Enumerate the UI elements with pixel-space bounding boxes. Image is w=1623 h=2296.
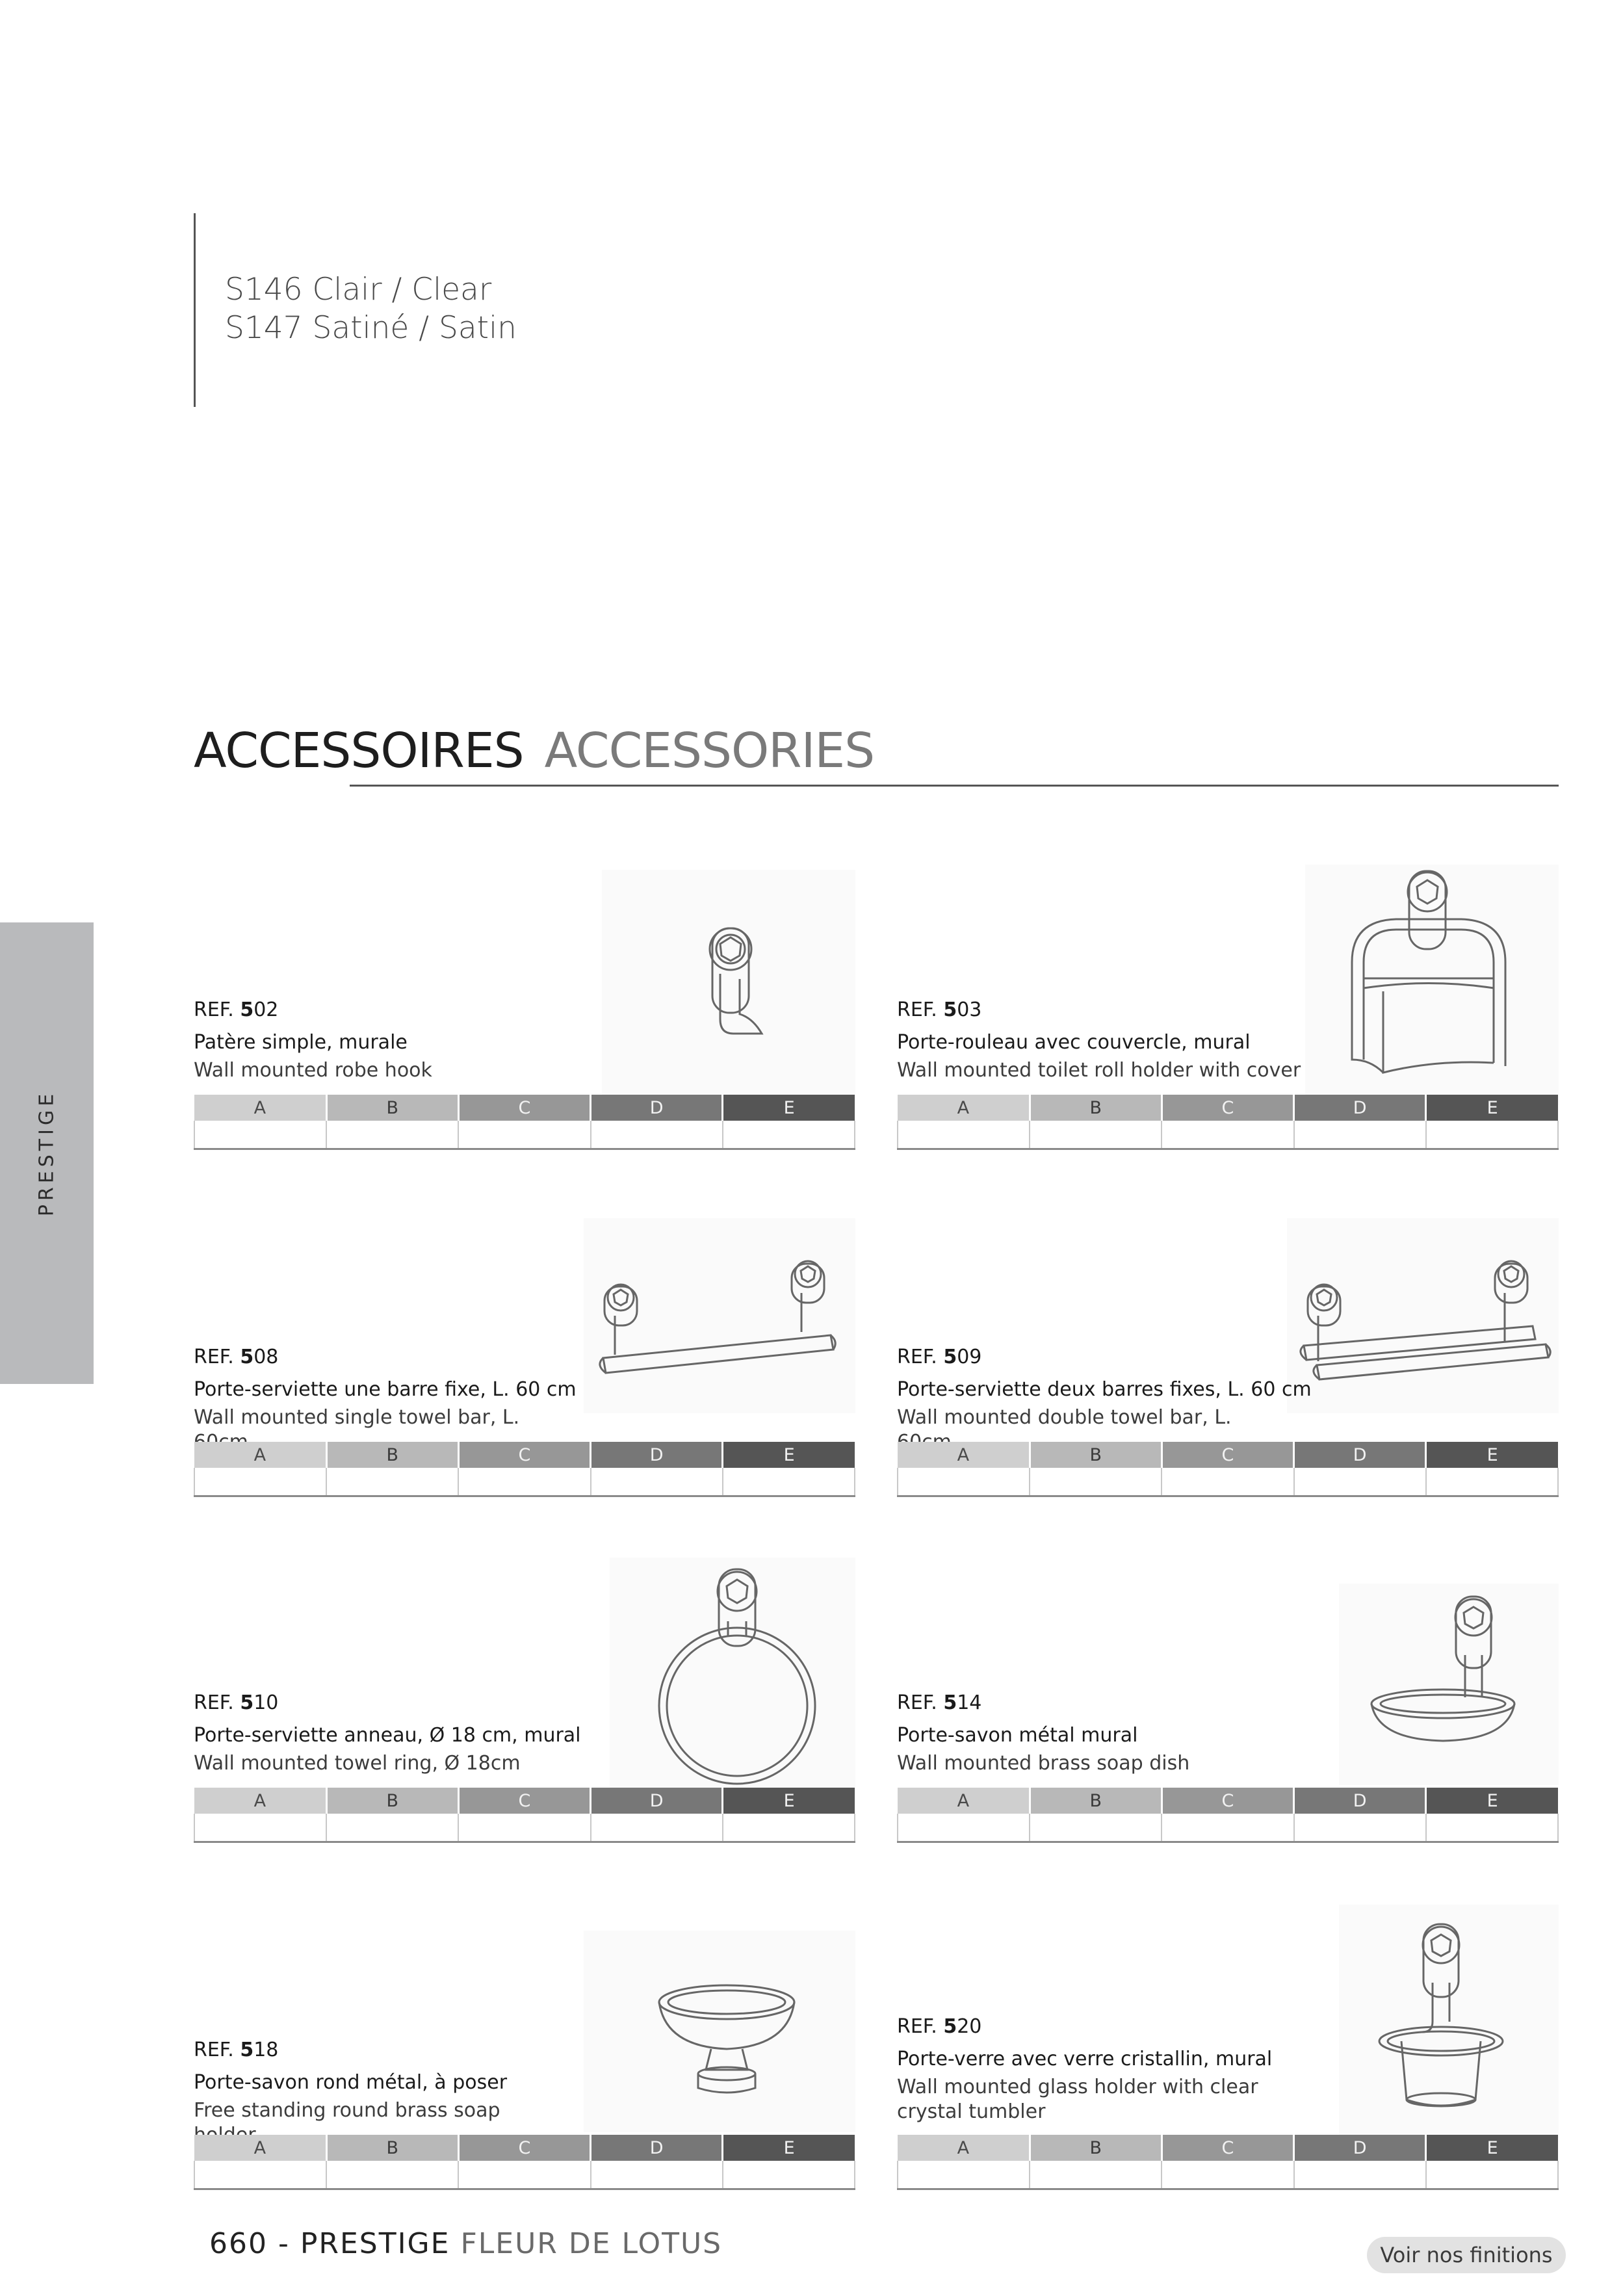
product-name-fr: Patère simple, murale — [194, 1031, 408, 1054]
finish-col-a: A — [194, 2135, 326, 2161]
finish-cell — [1030, 1468, 1162, 1496]
page-number: 660 - — [209, 2227, 290, 2260]
finish-cell — [723, 1121, 855, 1149]
product-ref: REF. 508 — [194, 1346, 279, 1368]
finish-col-a: A — [194, 1095, 326, 1121]
finish-table — [194, 1442, 855, 1497]
finish-col-a: A — [898, 1788, 1030, 1814]
finish-cell — [591, 2161, 723, 2189]
standing-soap-holder-icon — [584, 1931, 855, 2132]
finish-col-d: D — [591, 1442, 723, 1468]
single-towel-bar-icon — [584, 1218, 855, 1413]
product-ref: REF. 514 — [897, 1691, 982, 1714]
finish-table — [897, 1788, 1559, 1843]
variant-satin: S147 Satiné / Satin — [225, 310, 517, 346]
towel-ring-icon — [610, 1558, 855, 1795]
side-tab-label: PRESTIGE — [35, 1089, 58, 1217]
finish-cell — [898, 1814, 1030, 1842]
product-name-fr: Porte-serviette une barre fixe, L. 60 cm — [194, 1378, 577, 1401]
finish-cell — [1294, 1121, 1426, 1149]
finish-col-a: A — [898, 1095, 1030, 1121]
finish-cell — [591, 1468, 723, 1496]
product-name-fr: Porte-serviette deux barres fixes, L. 60 cm — [897, 1378, 1312, 1401]
product-ref: REF. 502 — [194, 998, 279, 1021]
finish-col-d: D — [1294, 1442, 1426, 1468]
product-card-510 — [194, 1558, 855, 1857]
product-ref: REF. 520 — [897, 2015, 982, 2038]
finish-cell — [1294, 1814, 1426, 1842]
product-name-fr: Porte-serviette anneau, Ø 18 cm, mural — [194, 1724, 581, 1747]
finish-table — [897, 2135, 1559, 2190]
finish-cell — [1162, 2161, 1293, 2189]
finish-cell — [1426, 2161, 1558, 2189]
finish-col-b: B — [326, 1788, 458, 1814]
finish-col-b: B — [1030, 1095, 1162, 1121]
finish-cell — [458, 1121, 590, 1149]
finish-col-e: E — [1426, 2135, 1558, 2161]
product-name-fr: Porte-savon rond métal, à poser — [194, 2071, 508, 2094]
finish-col-c: C — [458, 2135, 590, 2161]
finish-col-c: C — [1162, 1442, 1293, 1468]
view-finishes-button[interactable]: Voir nos finitions — [1367, 2237, 1566, 2273]
finish-cell — [458, 1814, 590, 1842]
finish-col-d: D — [1294, 2135, 1426, 2161]
finish-cell — [1294, 2161, 1426, 2189]
finish-col-c: C — [458, 1095, 590, 1121]
product-name-en: Wall mounted toilet roll holder with cover — [897, 1059, 1301, 1082]
finish-cell — [1030, 1121, 1162, 1149]
finish-cell — [898, 1121, 1030, 1149]
finish-col-c: C — [1162, 1788, 1293, 1814]
finish-cell — [898, 2161, 1030, 2189]
product-name-en: Wall mounted robe hook — [194, 1059, 432, 1082]
finish-col-b: B — [1030, 1442, 1162, 1468]
finish-cell — [1030, 2161, 1162, 2189]
product-card-520 — [897, 1905, 1559, 2204]
finish-cell — [591, 1814, 723, 1842]
finish-col-c: C — [1162, 1095, 1293, 1121]
toilet-roll-holder-icon — [1305, 865, 1559, 1105]
finish-col-b: B — [326, 2135, 458, 2161]
product-name-fr: Porte-verre avec verre cristallin, mural — [897, 2048, 1273, 2070]
finish-col-a: A — [194, 1788, 326, 1814]
finish-cell — [723, 1814, 855, 1842]
finish-cell — [723, 2161, 855, 2189]
finish-cell — [326, 1468, 458, 1496]
title-underline — [350, 785, 1559, 787]
section-title-en: ACCESSORIES — [544, 723, 875, 779]
finish-col-a: A — [898, 1442, 1030, 1468]
finish-col-d: D — [591, 1788, 723, 1814]
finish-cell — [591, 1121, 723, 1149]
product-ref: REF. 503 — [897, 998, 982, 1021]
finish-col-e: E — [723, 1442, 855, 1468]
finish-col-d: D — [1294, 1095, 1426, 1121]
product-ref: REF. 509 — [897, 1346, 982, 1368]
section-title-fr: ACCESSOIRES — [194, 723, 524, 779]
finish-cell — [326, 2161, 458, 2189]
section-title — [194, 723, 874, 779]
product-card-503 — [897, 865, 1559, 1164]
finish-cell — [326, 1121, 458, 1149]
finish-cell — [458, 2161, 590, 2189]
finish-col-e: E — [723, 1095, 855, 1121]
footer-brand: PRESTIGE — [300, 2227, 450, 2260]
product-card-509 — [897, 1212, 1559, 1511]
product-name-en: Free standing round brass soap — [194, 2099, 500, 2122]
product-card-514 — [897, 1558, 1559, 1857]
glass-holder-icon — [1339, 1905, 1559, 2139]
product-name-en: Wall mounted single towel bar, L. — [194, 1406, 520, 1429]
finish-col-e: E — [1426, 1095, 1558, 1121]
finish-cell — [1294, 1468, 1426, 1496]
finish-cell — [1162, 1121, 1293, 1149]
finish-col-c: C — [458, 1442, 590, 1468]
finish-col-e: E — [1426, 1788, 1558, 1814]
finish-col-b: B — [1030, 2135, 1162, 2161]
finish-cell — [458, 1468, 590, 1496]
finish-table — [897, 1442, 1559, 1497]
product-name-en: Wall mounted towel ring, Ø 18cm — [194, 1752, 521, 1775]
finish-col-d: D — [591, 1095, 723, 1121]
finish-cell — [326, 1814, 458, 1842]
finish-table — [194, 1095, 855, 1150]
finish-col-b: B — [326, 1095, 458, 1121]
finish-cell — [1426, 1814, 1558, 1842]
product-name-en: Wall mounted brass soap dish — [897, 1752, 1190, 1775]
finish-col-e: E — [1426, 1442, 1558, 1468]
finish-cell — [1030, 1814, 1162, 1842]
robe-hook-icon — [602, 870, 855, 1101]
finish-col-c: C — [1162, 2135, 1293, 2161]
product-ref: REF. 518 — [194, 2039, 279, 2061]
wall-soap-dish-icon — [1339, 1584, 1559, 1785]
product-ref: REF. 510 — [194, 1691, 279, 1714]
page-footer — [209, 2227, 722, 2260]
finish-col-e: E — [723, 1788, 855, 1814]
product-card-508 — [194, 1212, 855, 1511]
finish-cell — [1426, 1121, 1558, 1149]
finish-col-a: A — [898, 2135, 1030, 2161]
finish-col-d: D — [1294, 1788, 1426, 1814]
product-name-en: Wall mounted double towel bar, L. — [897, 1406, 1232, 1429]
variant-clear: S146 Clair / Clear — [225, 272, 492, 307]
product-name-fr: Porte-rouleau avec couvercle, mural — [897, 1031, 1251, 1054]
finish-cell — [1162, 1468, 1293, 1496]
finish-table — [897, 1095, 1559, 1150]
finish-cell — [898, 1468, 1030, 1496]
finish-col-c: C — [458, 1788, 590, 1814]
finish-cell — [194, 1468, 326, 1496]
finish-table — [194, 1788, 855, 1843]
finish-table — [194, 2135, 855, 2190]
finish-col-b: B — [1030, 1788, 1162, 1814]
finish-col-e: E — [723, 2135, 855, 2161]
product-card-502 — [194, 865, 855, 1164]
finish-cell — [1426, 1468, 1558, 1496]
finish-cell — [194, 1121, 326, 1149]
finish-col-d: D — [591, 2135, 723, 2161]
finish-cell — [194, 2161, 326, 2189]
product-name-en: Wall mounted glass holder with clear crystal tumbler — [897, 2076, 1258, 2123]
product-card-518 — [194, 1905, 855, 2204]
footer-collection: FLEUR DE LOTUS — [460, 2227, 723, 2260]
header-divider — [194, 213, 196, 407]
finish-col-a: A — [194, 1442, 326, 1468]
finish-col-b: B — [326, 1442, 458, 1468]
product-name-fr: Porte-savon métal mural — [897, 1724, 1138, 1747]
finish-cell — [1162, 1814, 1293, 1842]
finish-cell — [723, 1468, 855, 1496]
double-towel-bar-icon — [1287, 1218, 1559, 1413]
finish-cell — [194, 1814, 326, 1842]
